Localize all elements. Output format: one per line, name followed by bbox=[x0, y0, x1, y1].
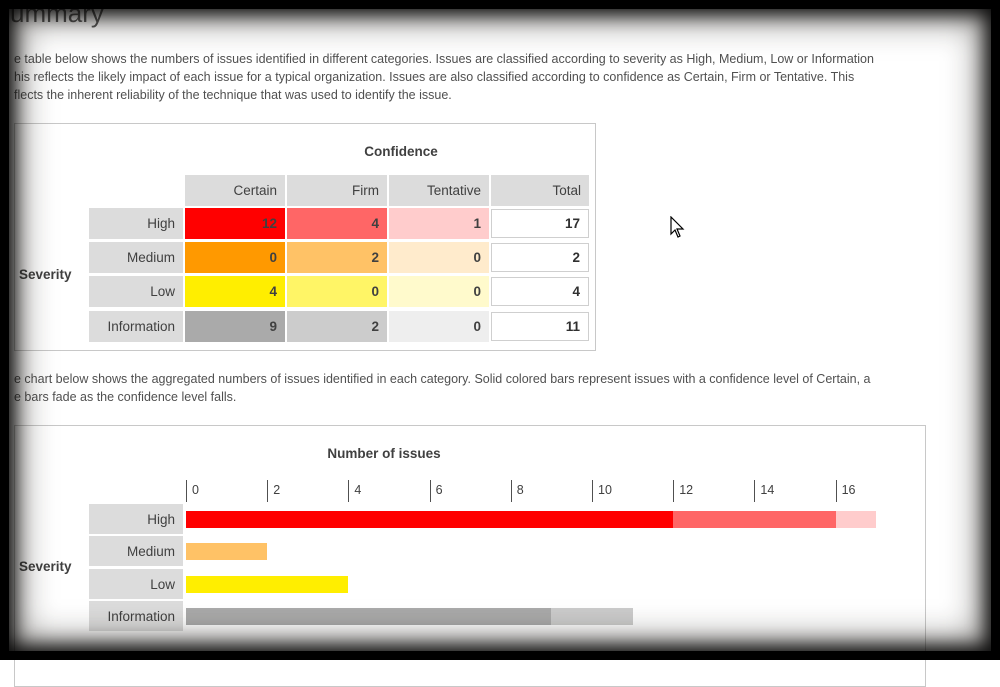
severity-title: Severity bbox=[19, 267, 72, 282]
row-label-low: Low bbox=[89, 276, 183, 307]
cell-high-firm: 4 bbox=[287, 208, 387, 239]
chart-row-label-high: High bbox=[89, 504, 183, 534]
x-tick-label: 0 bbox=[192, 483, 199, 497]
x-tick-label: 10 bbox=[598, 483, 612, 497]
cell-information-tentative: 0 bbox=[389, 311, 489, 342]
x-tick-line bbox=[673, 480, 674, 502]
summary-table bbox=[14, 123, 596, 351]
row-label-high: High bbox=[89, 208, 183, 239]
row-label-information: Information bbox=[89, 311, 183, 342]
intro-paragraph bbox=[14, 50, 874, 104]
cell-information-certain: 9 bbox=[185, 311, 285, 342]
confidence-title: Confidence bbox=[364, 144, 438, 159]
x-tick-line bbox=[754, 480, 755, 502]
chart-title: Number of issues bbox=[327, 446, 441, 461]
cell-medium-total: 2 bbox=[491, 243, 589, 272]
bar-low-certain bbox=[186, 576, 348, 593]
cell-medium-tentative: 0 bbox=[389, 242, 489, 273]
column-header-firm: Firm bbox=[287, 175, 387, 206]
x-tick-label: 16 bbox=[841, 483, 856, 497]
x-tick-line bbox=[836, 480, 837, 502]
cell-medium-certain: 0 bbox=[185, 242, 285, 273]
bar-medium-firm bbox=[186, 543, 267, 560]
x-tick-line bbox=[592, 480, 593, 502]
chart-paragraph bbox=[14, 370, 871, 406]
cell-high-certain: 12 bbox=[185, 208, 285, 239]
bar-information-certain bbox=[186, 608, 551, 625]
intro-line-1: e table below shows the numbers of issues identified in different categories. Issues are classified according to severity as High, Medium, Low or Information bbox=[14, 52, 874, 66]
column-header-tentative: Tentative bbox=[389, 175, 489, 206]
chart-row-label-low: Low bbox=[89, 569, 183, 599]
cell-high-total: 17 bbox=[491, 209, 589, 238]
bar-information-firm bbox=[551, 608, 632, 625]
x-tick-line bbox=[348, 480, 349, 502]
cell-information-total: 11 bbox=[491, 312, 589, 341]
column-header-certain: Certain bbox=[185, 175, 285, 206]
cell-low-certain: 4 bbox=[185, 276, 285, 307]
cell-information-firm: 2 bbox=[287, 311, 387, 342]
bar-high-certain bbox=[186, 511, 673, 528]
x-tick-line bbox=[430, 480, 431, 502]
chart-row-label-medium: Medium bbox=[89, 536, 183, 566]
x-tick-label: 14 bbox=[760, 483, 775, 497]
chart-severity-label: Severity bbox=[19, 559, 72, 574]
cell-high-tentative: 1 bbox=[389, 208, 489, 239]
mouse-cursor-icon bbox=[670, 216, 686, 240]
cell-low-firm: 0 bbox=[287, 276, 387, 307]
row-label-medium: Medium bbox=[89, 242, 183, 273]
chart-line-1: e chart below shows the aggregated numbers of issues identified in each category. Solid colored bars represent issues with a confidence level of Certain, a bbox=[14, 372, 871, 386]
intro-line-3: flects the inherent reliability of the technique that was used to identify the issue. bbox=[14, 88, 452, 102]
x-tick-label: 8 bbox=[516, 483, 524, 497]
x-tick-line bbox=[511, 480, 512, 502]
cell-low-tentative: 0 bbox=[389, 276, 489, 307]
bar-high-firm bbox=[673, 511, 835, 528]
x-tick-label: 6 bbox=[435, 483, 443, 497]
x-tick-line bbox=[267, 480, 268, 502]
cell-medium-firm: 2 bbox=[287, 242, 387, 273]
x-tick-label: 2 bbox=[273, 483, 281, 497]
bar-high-tentative bbox=[836, 511, 877, 528]
x-tick-label: 12 bbox=[679, 483, 694, 497]
x-tick-label: 4 bbox=[354, 483, 362, 497]
page-title: ummary bbox=[10, 0, 104, 28]
column-header-total: Total bbox=[491, 175, 589, 206]
issues-bar-chart bbox=[14, 425, 926, 687]
intro-line-2: his reflects the likely impact of each issue for a typical organization. Issues are also classified according to confidence as Certain, Firm or Tentative. This bbox=[14, 70, 855, 84]
chart-row-label-information: Information bbox=[89, 601, 183, 631]
chart-line-2: e bars fade as the confidence level falls. bbox=[14, 390, 237, 404]
cell-low-total: 4 bbox=[491, 277, 589, 306]
x-tick-line bbox=[186, 480, 187, 502]
